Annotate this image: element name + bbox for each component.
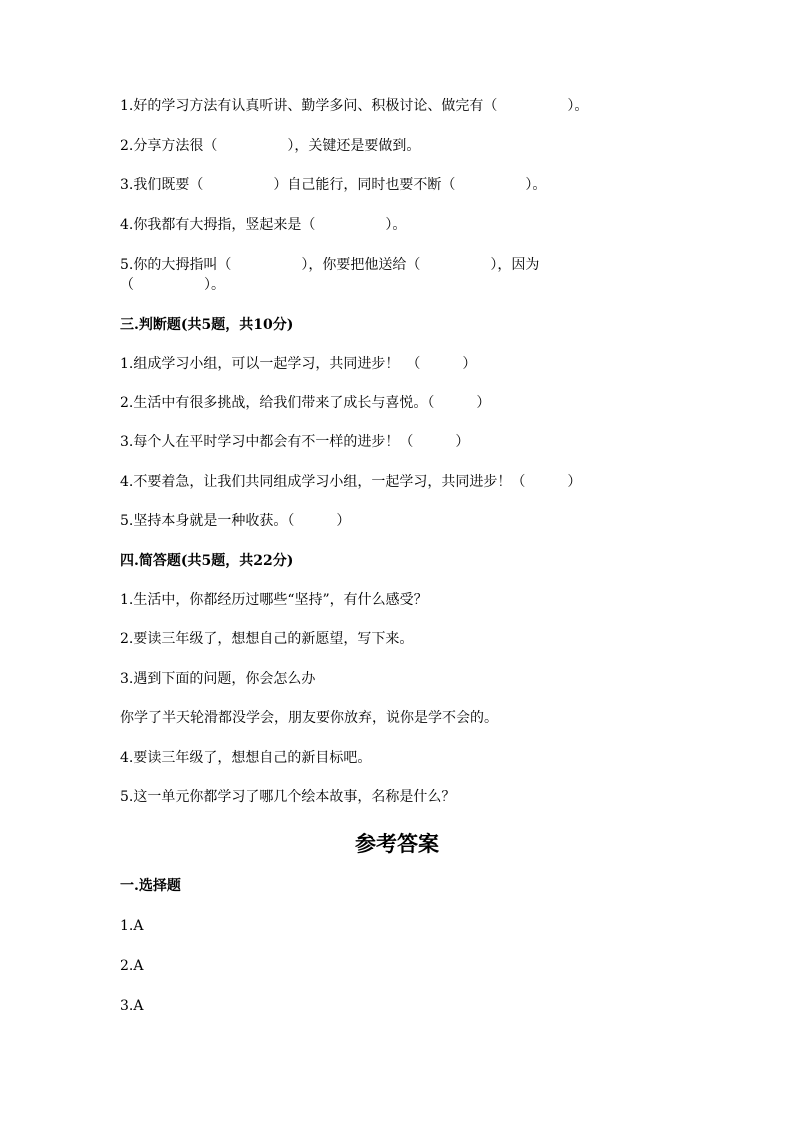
answer-2: 2.A <box>120 958 144 974</box>
short-answer-question-2: 2.要读三年级了，想想自己的新愿望，写下来。 <box>120 631 414 647</box>
judge-question-2: 2.生活中有很多挑战，给我们带来了成长与喜悦。（ ） <box>120 395 491 411</box>
answer-key-title: 参考答案 <box>355 831 439 856</box>
fill-in-question-5-line-1: 5.你的大拇指叫（ ），你要把他送给（ ），因为 <box>120 257 540 273</box>
short-answer-question-4: 4.要读三年级了，想想自己的新目标吧。 <box>120 750 372 766</box>
short-answer-question-3: 3.遇到下面的问题，你会怎么办 <box>120 671 316 687</box>
judge-question-5: 5.坚持本身就是一种收获。（ ） <box>120 513 351 529</box>
fill-in-question-4: 4.你我都有大拇指，竖起来是（ ）。 <box>120 217 407 233</box>
fill-in-question-2: 2.分享方法很（ ），关键还是要做到。 <box>120 138 421 154</box>
short-answer-question-1: 1.生活中，你都经历过哪些“坚持”，有什么感受？ <box>120 592 428 608</box>
answer-section-heading: 一.选择题 <box>120 878 181 894</box>
fill-in-question-3: 3.我们既要（ ）自己能行，同时也要不断（ ）。 <box>120 177 547 193</box>
answer-3: 3.A <box>120 998 144 1014</box>
fill-in-question-1: 1.好的学习方法有认真听讲、勤学多问、积极讨论、做完有（ ）。 <box>120 98 589 114</box>
judge-question-1: 1.组成学习小组，可以一起学习，共同进步！ （ ） <box>120 356 477 372</box>
short-answer-question-5: 5.这一单元你都学习了哪几个绘本故事，名称是什么？ <box>120 789 456 805</box>
judge-section-heading: 三.判断题(共5题，共10分) <box>120 317 294 333</box>
fill-in-question-5-line-2: （ ）。 <box>120 277 225 293</box>
answer-1: 1.A <box>120 918 144 934</box>
judge-question-4: 4.不要着急，让我们共同组成学习小组，一起学习，共同进步！（ ） <box>120 474 582 490</box>
judge-question-3: 3.每个人在平时学习中都会有不一样的进步！（ ） <box>120 434 470 450</box>
short-answer-question-3-detail: 你学了半天轮滑都没学会，朋友要你放弃，说你是学不会的。 <box>120 710 498 726</box>
short-answer-section-heading: 四.简答题(共5题，共22分) <box>120 553 294 569</box>
